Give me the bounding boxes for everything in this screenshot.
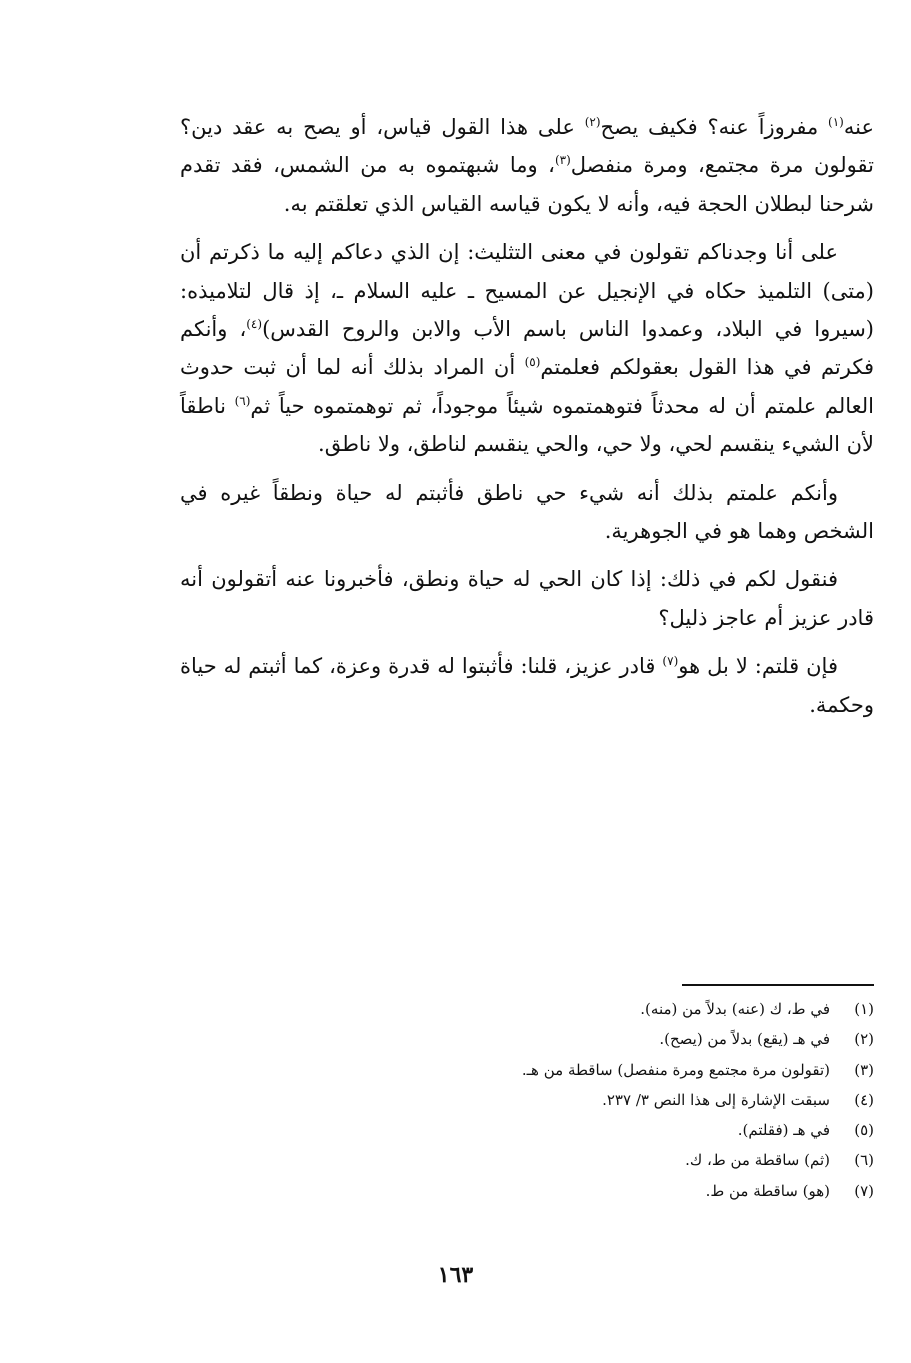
paragraph-text: أن المراد بذلك أنه لما أن ثبت حدوث العالم علمتم أن له محدثاً فتوهمتموه شيئاً موجوداً، ثم توهمتموه حياً ثم: [180, 355, 874, 418]
footnote-text: (هو) ساقطة من ط.: [705, 1181, 830, 1200]
page-number: ١٦٣: [437, 1262, 474, 1288]
paragraph-text: فإن قلتم: لا بل هو: [678, 654, 838, 679]
footnote-item: [180, 1085, 874, 1115]
footnote-number: (٢): [854, 1030, 874, 1049]
footnote-number: (٧): [854, 1181, 874, 1200]
footnote-number: (٤): [854, 1090, 874, 1109]
footnote-number: (١): [854, 1000, 874, 1018]
paragraph: [180, 560, 874, 637]
main-text: [180, 108, 874, 734]
paragraph-text: قادر عزيز، قلنا: فأثبتوا له قدرة وعزة، كما أثبتم له حياة وحكمة.: [180, 654, 874, 717]
paragraph-text: عنه: [843, 115, 874, 139]
footnote-item: [180, 1055, 874, 1085]
footnote-item: [180, 1145, 874, 1175]
footnote-item: [180, 1176, 874, 1206]
footnote-number: (٥): [854, 1121, 874, 1140]
paragraph: [180, 108, 874, 223]
footnote-number: (٦): [854, 1151, 874, 1170]
footnote-item: [180, 1024, 874, 1054]
footnote-reference: (٧): [662, 654, 679, 669]
paragraph-text: مفروزاً عنه؟ فكيف يصح: [600, 115, 829, 139]
footnote-text: في هـ (فقلتم).: [737, 1121, 830, 1140]
paragraph-text: وأنكم علمتم بذلك أنه شيء حي ناطق فأثبتم له حياة ونطقاً غيره في الشخص وهما هو في الجوهرية.: [180, 480, 874, 544]
footnote-text: سبقت الإشارة إلى هذا النص ٣/ ٢٣٧.: [602, 1090, 830, 1109]
footnote-reference: (٥): [524, 355, 541, 370]
paragraph: [180, 474, 874, 551]
paragraph: [180, 647, 874, 724]
paragraph: [180, 233, 874, 463]
footnote-text: في هـ (يقع) بدلاً من (يصح).: [659, 1030, 830, 1049]
footnote-item: [180, 1115, 874, 1145]
footnote-reference: (١): [828, 115, 844, 129]
footnote-reference: (٦): [234, 393, 251, 408]
footnote-reference: (٤): [246, 317, 263, 332]
footnote-text: في ط، ك (عنه) بدلاً من (منه).: [640, 1000, 830, 1018]
paragraph-text: على أنا وجدناكم تقولون في معنى التثليث: إن الذي دعاكم إليه ما ذكرتم أن (متى) التلميذ حكاه في الإنجيل عن المسيح ـ عليه السلام ـ، إذ قال لتلاميذه: (سيروا في البلاد، وعمدوا الناس باسم الأب والابن والروح القدس): [180, 240, 874, 342]
paragraph-text: ، وأنكم فكرتم في هذا القول بعقولكم فعلمتم: [180, 317, 874, 380]
footnote-number: (٣): [854, 1060, 874, 1079]
footnote-reference: (٢): [584, 115, 601, 129]
paragraph-text: ناطقاً لأن الشيء ينقسم لحي، ولا حي، والحي ينقسم لناطق، ولا ناطق.: [180, 393, 874, 457]
footnote-text: (تقولون مرة مجتمع ومرة منفصل) ساقطة من هـ.: [521, 1060, 830, 1079]
paragraph-text: فنقول لكم في ذلك: إذا كان الحي له حياة ونطق، فأخبرونا عنه أتقولون أنه قادر عزيز أم عاجز ذليل؟: [180, 567, 874, 630]
footnotes: [180, 994, 874, 1206]
paragraph-text: ، وما شبهتموه به من الشمس، فقد تقدم شرحنا لبطلان الحجة فيه، وأنه لا يكون قياسه القياس الذي تعلقتم به.: [180, 153, 874, 216]
footnote-item: [180, 994, 874, 1024]
footnote-text: (ثم) ساقطة من ط، ك.: [685, 1151, 830, 1170]
paragraph-text: على هذا القول قياس، أو يصح به عقد دين؟ تقولون مرة مجتمع، ومرة منفصل: [180, 115, 874, 178]
footnote-separator: [682, 984, 874, 986]
footnote-reference: (٣): [554, 153, 571, 168]
